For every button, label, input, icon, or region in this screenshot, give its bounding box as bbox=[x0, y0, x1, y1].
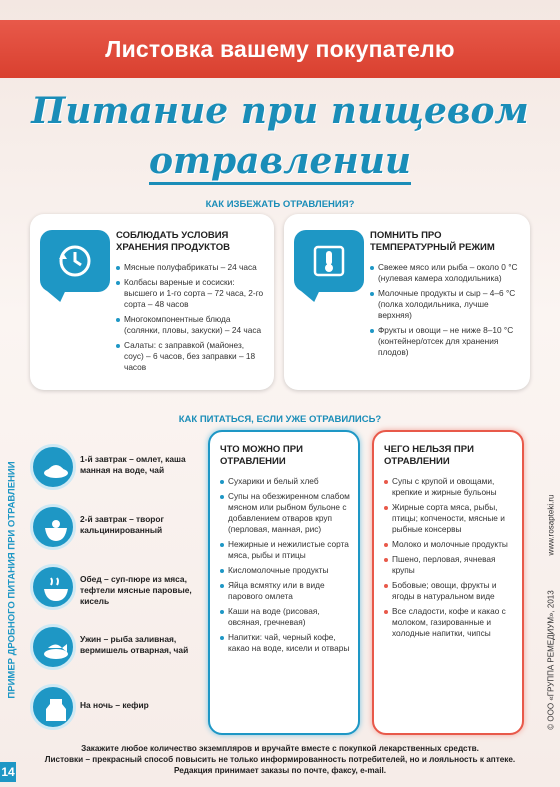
soup-icon bbox=[30, 564, 76, 610]
storage-card-title: СОБЛЮДАТЬ УСЛОВИЯ ХРАНЕНИЯ ПРОДУКТОВ bbox=[116, 230, 230, 253]
plate-icon bbox=[30, 444, 76, 490]
list-item: Сухарики и белый хлеб bbox=[220, 476, 354, 487]
list-item: Колбасы вареные и сосиски: высшего и 1-го сорта – 72 часа, 2-го сорта – 48 часов bbox=[116, 277, 266, 310]
list-item: Фрукты и овощи – не ниже 8–10 °С (контейнер/отсек для хранения плодов) bbox=[370, 325, 522, 358]
page-title-line1: Питание при пищевом bbox=[31, 90, 529, 132]
bowl-icon bbox=[30, 504, 76, 550]
section-heading-avoid: КАК ИЗБЕЖАТЬ ОТРАВЛЕНИЯ? bbox=[205, 199, 355, 210]
fish-icon bbox=[30, 624, 76, 670]
copyright-credit-text: © ООО «ГРУППА РЕМЕДИУМ», 2013 bbox=[546, 590, 556, 730]
storage-list bbox=[116, 262, 266, 377]
list-item: Жирные сорта мяса, рыбы, птицы; копчености, мясные и рыбные консервы bbox=[384, 502, 518, 535]
meal-text: 2-й завтрак – творог кальцинированный bbox=[80, 514, 165, 535]
section-heading-eat: КАК ПИТАТЬСЯ, ЕСЛИ УЖЕ ОТРАВИЛИСЬ? bbox=[178, 414, 382, 425]
meal-text: Обед – суп-пюре из мяса, тефтели мясные паровые, кисель bbox=[80, 574, 192, 606]
allowed-foods-card bbox=[208, 430, 360, 735]
list-item: Каши на воде (рисовая, овсяная, гречневая) bbox=[220, 606, 354, 628]
allowed-card-title: ЧТО МОЖНО ПРИ ОТРАВЛЕНИИ bbox=[220, 444, 303, 467]
list-item: Яйца всмятку или в виде парового омлета bbox=[220, 580, 354, 602]
footer-note bbox=[0, 743, 560, 776]
forbidden-card-title: ЧЕГО НЕЛЬЗЯ ПРИ ОТРАВЛЕНИИ bbox=[384, 444, 474, 467]
meal-item bbox=[30, 564, 200, 616]
list-item: Все сладости, кофе и какао с молоком, газированные и холодные напитки, чипсы bbox=[384, 606, 518, 639]
allowed-list bbox=[220, 476, 354, 658]
list-item: Молоко и молочные продукты bbox=[384, 539, 518, 550]
page-title-line2-text: отравлении bbox=[149, 140, 411, 185]
temperature-card-title: ПОМНИТЬ ПРО ТЕМПЕРАТУРНЫЙ РЕЖИМ bbox=[370, 230, 495, 253]
list-item: Супы с крупой и овощами, крепкие и жирные бульоны bbox=[384, 476, 518, 498]
website-credit-text: www.rosapteki.ru bbox=[546, 494, 556, 556]
forbidden-list bbox=[384, 476, 518, 643]
meal-text: На ночь – кефир bbox=[80, 700, 149, 710]
list-item: Нежирные и нежилистые сорта мяса, рыбы и птицы bbox=[220, 539, 354, 561]
list-item: Напитки: чай, черный кофе, какао на воде, кисели и отвары bbox=[220, 632, 354, 654]
copyright-credit bbox=[544, 560, 558, 760]
temperature-card bbox=[284, 214, 530, 390]
temperature-list bbox=[370, 262, 522, 362]
footer-line: Редакция принимает заказы по почте, факсу, e-mail. bbox=[173, 766, 387, 775]
meal-item bbox=[30, 504, 200, 556]
list-item: Бобовые; овощи, фрукты и ягоды в натуральном виде bbox=[384, 580, 518, 602]
list-item: Многокомпонентные блюда (солянки, пловы, закуски) – 24 часа bbox=[116, 314, 266, 336]
thermometer-icon bbox=[294, 230, 364, 292]
list-item: Молочные продукты и сыр – 4–6 °С (полка холодильника, лучше верхняя) bbox=[370, 288, 522, 321]
list-item: Кисломолочные продукты bbox=[220, 565, 354, 576]
milk-icon bbox=[30, 684, 76, 730]
footer-line: Листовки – прекрасный способ повысить не только информированность потребителей, но и лояльность к аптеке. bbox=[44, 755, 516, 764]
meal-item bbox=[30, 444, 200, 496]
top-banner bbox=[0, 20, 560, 78]
page-title-line2 bbox=[0, 140, 560, 182]
refresh-clock-icon bbox=[40, 230, 110, 292]
forbidden-foods-card bbox=[372, 430, 524, 735]
list-item: Супы на обезжиренном слабом мясном или рыбном бульоне с добавлением отваров круп (перловая, манная, рис) bbox=[220, 491, 354, 535]
list-item: Пшено, перловая, ячневая крупы bbox=[384, 554, 518, 576]
meal-text: 1-й завтрак – омлет, каша манная на воде, чай bbox=[80, 454, 186, 475]
meal-text: Ужин – рыба заливная, вермишель отварная, чай bbox=[80, 634, 189, 655]
footer-line: Закажите любое количество экземпляров и вручайте вместе с покупкой лекарственных средств. bbox=[81, 744, 479, 753]
meal-item bbox=[30, 684, 200, 736]
page-number: 14 bbox=[0, 762, 16, 782]
list-item: Мясные полуфабрикаты – 24 часа bbox=[116, 262, 266, 273]
banner-text: Листовка вашему покупателю bbox=[105, 35, 455, 62]
meal-item bbox=[30, 624, 200, 676]
sidebar-label-text: ПРИМЕР ДРОБНОГО ПИТАНИЯ ПРИ ОТРАВЛЕНИИ bbox=[6, 461, 18, 699]
list-item: Салаты: с заправкой (майонез, соус) – 6 часов, без заправки – 18 часов bbox=[116, 340, 266, 373]
storage-card bbox=[30, 214, 274, 390]
sidebar-label bbox=[2, 430, 22, 730]
list-item: Свежее мясо или рыба – около 0 °С (нулевая камера холодильника) bbox=[370, 262, 522, 284]
